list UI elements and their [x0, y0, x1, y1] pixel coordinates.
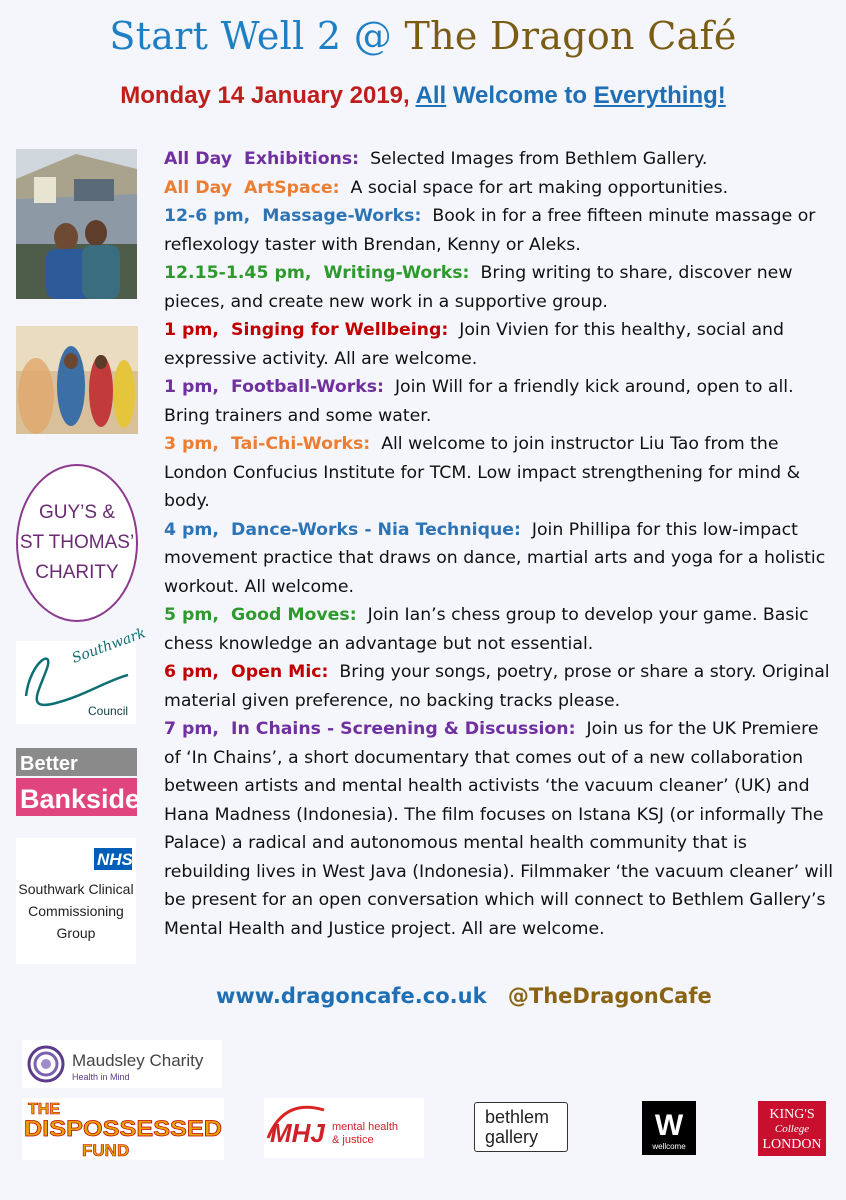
event-time: 5 pm,: [164, 605, 219, 625]
event-item: [164, 202, 834, 259]
guys-logo-line: CHARITY: [35, 562, 119, 583]
event-time: 3 pm,: [164, 434, 219, 454]
event-description: Join Vivien for this healthy, social and expressive activity. All are welcome.: [164, 320, 784, 369]
dispossessed-fund-logo: [22, 1098, 224, 1160]
southwark-council-logo-graphic: [16, 625, 148, 724]
event-description: Join us for the UK Premiere of ‘In Chains’, a short documentary that comes out of a new collaboration between artists and mental health activists ‘the vacuum cleaner’ (UK) and Hana Madness (Indonesia). The film focuses on Istana KSJ (or informally The Palace) a radical and autonomous mental health community that is rebuilding lives in West Java (Indonesia). Filmmaker ‘the vacuum cleaner’ will be present for an open conversation which will connect to Bethlem Gallery’s Mental Health and Justice project. All are welcome.: [164, 719, 834, 939]
nhs-line-text: Commissioning: [28, 903, 124, 919]
photo-two-men-image: [16, 149, 137, 299]
event-name: Exhibitions:: [244, 149, 360, 169]
event-item: [164, 259, 834, 316]
wellcome-name-text: wellcome: [652, 1142, 686, 1151]
disp-line-text: THE: [28, 1101, 60, 1118]
maudsley-tag-text: Health in Mind: [72, 1072, 130, 1082]
guys-logo-line: ST THOMAS’: [19, 532, 135, 553]
nhs-logo-graphic: [16, 838, 136, 964]
southwark-council-text: Council: [88, 704, 129, 718]
event-name: Massage-Works:: [262, 206, 422, 226]
kings-logo-graphic: [758, 1101, 826, 1156]
mental-health-justice-logo: [264, 1098, 424, 1158]
subtitle-all: All: [415, 82, 447, 109]
event-item: [164, 316, 834, 373]
bethlem-line-text: gallery: [485, 1127, 539, 1147]
wellcome-letter-text: W: [654, 1109, 684, 1142]
better-bankside-logo: [16, 748, 141, 816]
mhj-logo-graphic: [264, 1098, 424, 1158]
disp-line-text: DISPOSSESSED: [24, 1116, 222, 1141]
kings-line-text: KING'S: [769, 1107, 815, 1122]
event-item: [164, 430, 834, 516]
event-name: Singing for Wellbeing:: [231, 320, 449, 340]
event-name: Open Mic:: [231, 662, 329, 682]
kings-college-london-logo: [758, 1101, 826, 1156]
bankside-name-text: Bankside: [20, 784, 141, 814]
page-title: [0, 14, 846, 58]
bethlem-line-text: bethlem: [485, 1107, 550, 1127]
photo-dancers: [16, 326, 138, 434]
event-name: Tai-Chi-Works:: [231, 434, 371, 454]
event-item: [164, 658, 834, 715]
bankside-better-text: Better: [20, 753, 78, 775]
event-description: Join Phillipa for this low-impact movement practice that draws on dance, martial arts and yoga for a holistic workout. All welcome.: [164, 519, 826, 597]
event-item: [164, 516, 834, 602]
event-description: Book in for a free fifteen minute massage or reflexology taster with Brendan, Kenny or Aleks.: [164, 206, 816, 255]
event-name: Football-Works:: [231, 377, 384, 397]
wellcome-logo: [642, 1101, 696, 1155]
event-name: Writing-Works:: [323, 263, 470, 283]
event-item: [164, 174, 834, 203]
bethlem-gallery-logo: [474, 1102, 568, 1152]
title-event-name: Start Well 2 @: [109, 14, 393, 58]
maudsley-name-text: Maudsley Charity: [72, 1051, 204, 1070]
event-description: Join Ian’s chess group to develop your game. Basic chess knowledge an advantage but not essential.: [164, 605, 809, 654]
subtitle-date: Monday 14 January 2019,: [120, 82, 410, 109]
mhj-line-text: & justice: [332, 1134, 374, 1146]
event-schedule: [164, 145, 834, 943]
title-venue: The Dragon Café: [404, 14, 737, 58]
maudsley-logo-graphic: [22, 1040, 222, 1088]
event-description: Bring writing to share, discover new pieces, and create new work in a supportive group.: [164, 263, 793, 312]
event-description: Join Will for a friendly kick around, open to all. Bring trainers and some water.: [164, 377, 794, 426]
event-item: [164, 601, 834, 658]
nhs-line-text: Southwark Clinical: [18, 881, 134, 897]
event-description: All welcome to join instructor Liu Tao from the London Confucius Institute for TCM. Low impact strengthening for mind & body.: [164, 434, 801, 511]
disp-line-text: FUND: [82, 1141, 130, 1160]
kings-line-text: College: [774, 1123, 810, 1135]
event-item: [164, 715, 834, 943]
southwark-script-text: Southwark: [69, 625, 148, 667]
event-time: 1 pm,: [164, 320, 219, 340]
event-description: Bring your songs, poetry, prose or share a story. Original material given preference, no backing tracks please.: [164, 662, 830, 711]
mhj-line-text: mental health: [332, 1121, 399, 1133]
wellcome-logo-graphic: [642, 1101, 696, 1155]
guys-logo-line: GUY’S &: [38, 502, 116, 523]
nhs-line-text: Group: [56, 925, 96, 941]
event-item: [164, 145, 834, 174]
southwark-council-logo: [16, 625, 148, 724]
event-name: Dance-Works - Nia Technique:: [231, 519, 521, 540]
event-time: 7 pm,: [164, 719, 219, 739]
website-link[interactable]: www.dragoncafe.co.uk: [216, 984, 487, 1008]
page-subtitle: [0, 82, 846, 110]
event-time: All Day: [164, 149, 232, 169]
subtitle-welcome: Welcome to: [452, 82, 588, 109]
event-description: A social space for art making opportunities.: [350, 177, 729, 198]
event-time: 12-6 pm,: [164, 206, 251, 226]
event-time: 4 pm,: [164, 519, 219, 540]
event-time: 1 pm,: [164, 377, 219, 397]
kings-line-text: LONDON: [762, 1137, 822, 1152]
guys-st-thomas-charity-logo: [16, 464, 138, 622]
event-description: Selected Images from Bethlem Gallery.: [370, 149, 708, 169]
photo-two-men: [16, 149, 137, 299]
nhs-southwark-ccg-logo: [16, 838, 136, 964]
event-time: All Day: [164, 177, 232, 198]
event-name: ArtSpace:: [244, 177, 340, 198]
better-bankside-logo-graphic: [16, 748, 141, 816]
event-time: 12.15-1.45 pm,: [164, 263, 312, 283]
event-item: [164, 373, 834, 430]
subtitle-everything: Everything!: [593, 82, 726, 109]
twitter-handle[interactable]: @TheDragonCafe: [507, 984, 712, 1008]
event-name: Good Moves:: [231, 605, 357, 625]
event-name: In Chains - Screening & Discussion:: [231, 719, 576, 739]
nhs-badge-text: NHS: [97, 850, 133, 869]
mhj-abbr-text: MHJ: [270, 1118, 325, 1148]
dispossessed-logo-graphic: [22, 1098, 224, 1160]
footer-links: [216, 984, 712, 1008]
photo-dancers-image: [16, 326, 138, 434]
maudsley-charity-logo: [22, 1040, 222, 1088]
event-time: 6 pm,: [164, 662, 219, 682]
